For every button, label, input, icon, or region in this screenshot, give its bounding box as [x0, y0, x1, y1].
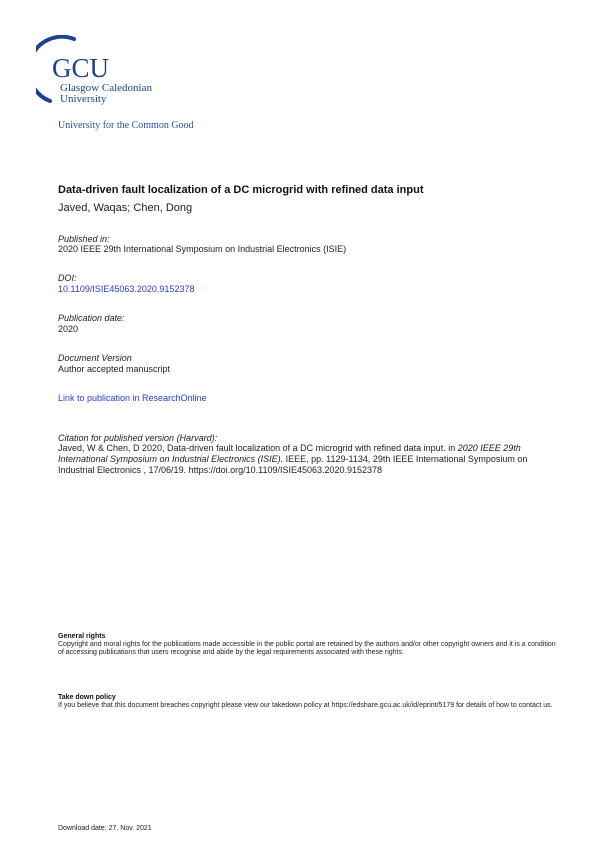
published-in-value: 2020 IEEE 29th International Symposium on Industrial Electronics (ISIE): [58, 244, 347, 254]
publication-date-label: Publication date:: [58, 313, 125, 323]
general-rights-text: Copyright and moral rights for the publications made accessible in the public portal are retained by the authors and/or other copyright owners and it is a condition of accessing publications that users recognise and abide by the legal requirements associated with these rights.: [58, 641, 556, 656]
general-rights-heading: General rights: [58, 633, 106, 640]
published-in-label: Published in:: [58, 234, 110, 244]
doi-label: DOI:: [58, 273, 77, 283]
document-version-value: Author accepted manuscript: [58, 364, 171, 374]
logo-name-line1: Glasgow Caledonian: [60, 82, 152, 94]
university-tagline: University for the Common Good: [58, 120, 194, 131]
logo-name-line2: University: [60, 93, 107, 105]
citation-text: [58, 443, 558, 476]
gcu-logo: [36, 35, 176, 105]
document-version-label: Document Version: [58, 353, 132, 363]
citation-text-end: IEEE, pp. 1129-1134, 29th IEEE International Symposium on Industrial Electronics , 17/06/19. https://doi.org/10.1109/ISIE45063.2020.9152378: [58, 454, 528, 475]
document-authors: Javed, Waqas; Chen, Dong: [58, 202, 193, 214]
document-title: Data-driven fault localization of a DC microgrid with refined data input: [58, 184, 424, 196]
research-online-link[interactable]: Link to publication in ResearchOnline: [58, 393, 207, 403]
download-date: Download date: 27. Nov. 2021: [58, 825, 152, 832]
citation-text-italic: 2020 IEEE 29th International Symposium on Industrial Electronics (ISIE).: [58, 443, 521, 464]
doi-link[interactable]: 10.1109/ISIE45063.2020.9152378: [58, 284, 195, 294]
citation-label: Citation for published version (Harvard):: [58, 433, 218, 443]
take-down-text: If you believe that this document breaches copyright please view our takedown policy at https://edshare.gcu.ac.uk/id/eprint/5179 for details of how to contact us.: [58, 702, 553, 709]
logo-abbreviation: GCU: [52, 53, 110, 83]
citation-text-start: Javed, W & Chen, D 2020, Data-driven fault localization of a DC microgrid with refined data input. in: [58, 443, 458, 453]
publication-date-value: 2020: [58, 324, 79, 334]
take-down-heading: Take down policy: [58, 694, 116, 701]
